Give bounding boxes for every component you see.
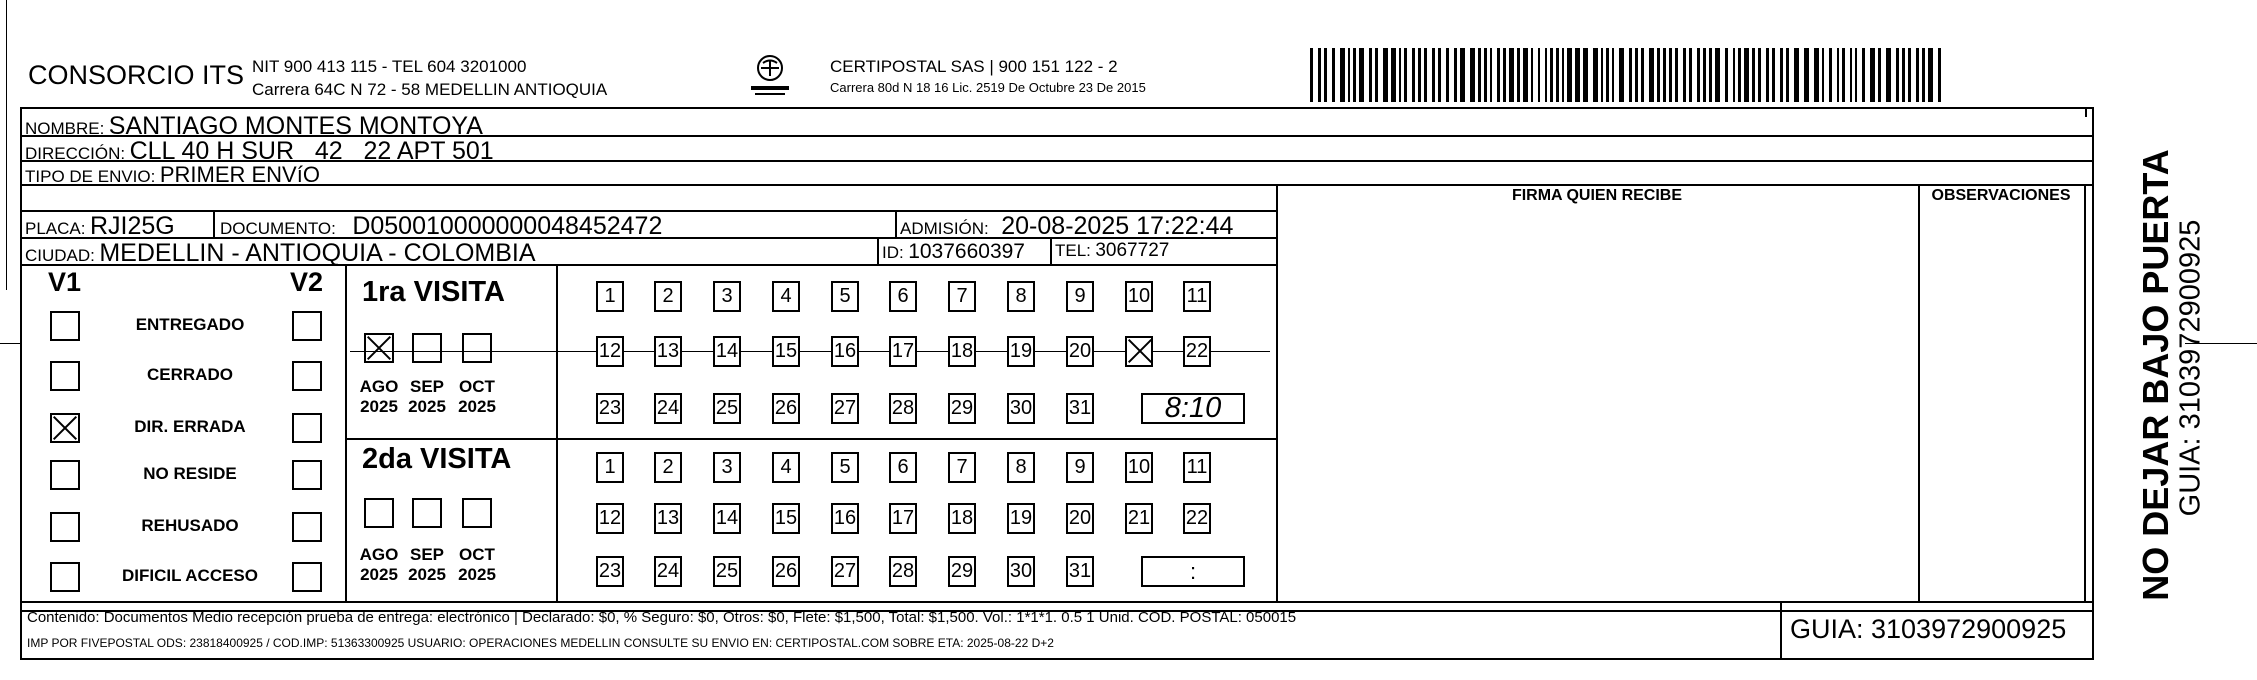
v2-checkbox[interactable]: [292, 460, 322, 490]
barcode-bar: [1886, 48, 1891, 102]
admision-field: [900, 212, 1233, 241]
first-visit-day-29[interactable]: 29: [948, 393, 976, 424]
tel-value: 3067727: [1095, 240, 1170, 261]
barcode-bar: [1703, 48, 1706, 102]
second-visit-day-11[interactable]: 11: [1183, 452, 1211, 483]
barcode-bar: [1432, 48, 1435, 102]
first-visit-day-25[interactable]: 25: [713, 393, 741, 424]
first-visit-day-17[interactable]: 17: [889, 336, 917, 367]
month-name: AGO: [359, 545, 399, 564]
barcode-bar: [1484, 48, 1487, 102]
first-visit-day-28[interactable]: 28: [889, 393, 917, 424]
tipo-row: [25, 162, 320, 188]
second-visit-day-25[interactable]: 25: [713, 556, 741, 587]
barcode-bar: [1675, 48, 1678, 102]
barcode-bar: [1752, 48, 1755, 102]
second-visit-day-4[interactable]: 4: [772, 452, 800, 483]
barcode-bar: [1606, 48, 1609, 102]
second-visit-day-3[interactable]: 3: [713, 452, 741, 483]
frame-tick: [2085, 107, 2087, 117]
admision-label: ADMISIÓN:: [900, 219, 989, 238]
imp-text: IMP POR FIVEPOSTAL ODS: 23818400925 / COD.IMP: 51363300925 USUARIO: OPERACIONES MEDELLIN CONSULTE SU ENVIO EN: CERTIPOSTAL.COM SOBRE ETA: 2025-08-22 D+2: [27, 636, 1054, 650]
nombre-label: NOMBRE:: [25, 119, 105, 138]
second-visit-day-22[interactable]: 22: [1183, 503, 1211, 534]
v1-checkbox[interactable]: [50, 562, 80, 592]
direccion-value: CLL 40 H SUR 42 22 APT 501: [129, 137, 494, 165]
barcode-bar: [1531, 48, 1533, 102]
nit-line: NIT 900 413 115 - TEL 604 3201000: [252, 57, 527, 76]
first-visit-day-16[interactable]: 16: [831, 336, 859, 367]
barcode-bar: [1850, 48, 1852, 102]
documento-value: D050010000000048452472: [352, 212, 663, 240]
first-visit-month-box[interactable]: [412, 333, 442, 363]
barcode-bar: [1310, 48, 1313, 102]
barcode-bar: [1509, 48, 1514, 102]
first-visit-day-12[interactable]: 12: [596, 336, 624, 367]
month-name: OCT: [459, 377, 495, 396]
v2-checkbox[interactable]: [292, 311, 322, 341]
barcode-bar: [1375, 48, 1378, 102]
month-year: 2025: [458, 397, 496, 416]
barcode-bar: [1391, 48, 1396, 102]
first-visit-day-11[interactable]: 11: [1183, 281, 1211, 312]
barcode-bar: [1601, 48, 1603, 102]
barcode-bar: [1733, 48, 1735, 102]
barcode-bar: [1404, 48, 1407, 102]
barcode-bar: [1635, 48, 1638, 102]
barcode-bar: [1478, 48, 1481, 102]
first-visit-title: 1ra VISITA: [362, 276, 505, 308]
second-visit-month-label: [453, 545, 501, 585]
first-visit-day-7[interactable]: 7: [948, 281, 976, 312]
barcode-bar: [1663, 48, 1666, 102]
barcode-bar: [1619, 48, 1624, 102]
carrier-line: CERTIPOSTAL SAS | 900 151 122 - 2: [830, 57, 1118, 76]
company-name: CONSORCIO ITS: [28, 60, 245, 90]
barcode-bar: [1908, 48, 1911, 102]
ciudad-value: MEDELLIN - ANTIOQUIA - COLOMBIA: [99, 239, 536, 267]
tel-field: [1055, 240, 1169, 262]
status-label: REHUSADO: [141, 516, 239, 535]
second-visit-day-18[interactable]: 18: [948, 503, 976, 534]
second-visit-day-26[interactable]: 26: [772, 556, 800, 587]
barcode-bar: [1612, 48, 1614, 102]
v2-label: V2: [290, 267, 324, 297]
barcode-bar: [1399, 48, 1401, 102]
barcode-bar: [1738, 48, 1741, 102]
v2-checkbox[interactable]: [292, 413, 322, 443]
barcode-bar: [1359, 48, 1364, 102]
v1-checkbox[interactable]: [50, 512, 80, 542]
barcode-bar: [1896, 48, 1899, 102]
barcode-bar: [1916, 48, 1919, 102]
first-visit-day-24[interactable]: 24: [654, 393, 682, 424]
barcode-bar: [1562, 48, 1564, 102]
month-year: 2025: [408, 565, 446, 584]
barcode-bar: [1593, 48, 1598, 102]
barcode-bar: [1470, 48, 1475, 102]
first-visit-day-3[interactable]: 3: [713, 281, 741, 312]
v1-label: V1: [48, 267, 82, 297]
tick-left: [0, 343, 20, 344]
barcode-bar: [1340, 48, 1345, 102]
second-visit-day-14[interactable]: 14: [713, 503, 741, 534]
barcode: [1310, 48, 1950, 102]
v1-checkbox[interactable]: [50, 361, 80, 391]
barcode-bar: [1870, 48, 1875, 102]
barcode-bar: [1709, 48, 1712, 102]
barcode-bar: [1424, 48, 1427, 102]
second-visit-day-27[interactable]: 27: [831, 556, 859, 587]
barcode-bar: [1517, 48, 1520, 102]
status-label: DIFICIL ACCESO: [121, 566, 258, 585]
second-visit-day-7[interactable]: 7: [948, 452, 976, 483]
placa-value: RJI25G: [89, 212, 175, 240]
barcode-bar: [1460, 48, 1465, 102]
status-label: NO RESIDE: [143, 464, 237, 483]
barcode-bar: [1683, 48, 1686, 102]
barcode-bar: [1641, 48, 1644, 102]
second-visit-day-20[interactable]: 20: [1066, 503, 1094, 534]
tel-label: TEL:: [1055, 241, 1091, 260]
barcode-bar: [1545, 48, 1547, 102]
barcode-bar: [1324, 48, 1327, 102]
month-year: 2025: [408, 397, 446, 416]
first-visit-day-18[interactable]: 18: [948, 336, 976, 367]
barcode-bar: [1348, 48, 1350, 102]
address-line: Carrera 64C N 72 - 58 MEDELLIN ANTIOQUIA: [252, 80, 608, 99]
first-visit-day-21[interactable]: [1125, 336, 1153, 367]
status-label: ENTREGADO: [135, 315, 245, 334]
v2-checkbox[interactable]: [292, 512, 322, 542]
v1-checkbox[interactable]: [50, 311, 80, 341]
barcode-bar: [1567, 48, 1572, 102]
v1-checkbox[interactable]: [50, 413, 80, 443]
admision-value: 20-08-2025 17:22:44: [1001, 212, 1234, 240]
second-visit-day-31[interactable]: 31: [1066, 556, 1094, 587]
second-visit-day-12[interactable]: 12: [596, 503, 624, 534]
first-visit-day-6[interactable]: 6: [889, 281, 917, 312]
nombre-value: SANTIAGO MONTES MONTOYA: [108, 112, 483, 140]
ciudad-label: CIUDAD:: [25, 246, 95, 265]
month-year: 2025: [458, 565, 496, 584]
first-visit-month-label: [453, 377, 501, 417]
barcode-bar: [1446, 48, 1449, 102]
barcode-bar: [1550, 48, 1553, 102]
barcode-bar: [1657, 48, 1660, 102]
barcode-bar: [1804, 48, 1809, 102]
id-value: 1037660397: [908, 240, 1025, 263]
barcode-bar: [1649, 48, 1654, 102]
carrier-address: Carrera 80d N 18 16 Lic. 2519 De Octubre 23 De 2015: [830, 80, 1146, 95]
barcode-bar: [1412, 48, 1415, 102]
first-visit-day-27[interactable]: 27: [831, 393, 859, 424]
first-visit-day-4[interactable]: 4: [772, 281, 800, 312]
status-label: DIR. ERRADA: [134, 417, 246, 436]
barcode-bar: [1837, 48, 1839, 102]
first-visit-day-15[interactable]: 15: [772, 336, 800, 367]
barcode-bar: [1780, 48, 1783, 102]
first-visit-day-9[interactable]: 9: [1066, 281, 1094, 312]
barcode-bar: [1669, 48, 1672, 102]
second-visit-day-8[interactable]: 8: [1007, 452, 1035, 483]
second-visit-day-6[interactable]: 6: [889, 452, 917, 483]
second-visit-day-5[interactable]: 5: [831, 452, 859, 483]
barcode-bar: [1725, 48, 1728, 102]
first-visit-month-box[interactable]: [462, 333, 492, 363]
second-visit-month-label: [355, 545, 403, 585]
barcode-bar: [1454, 48, 1457, 102]
barcode-bar: [1369, 48, 1372, 102]
barcode-bar: [1318, 48, 1321, 102]
first-visit-month-label: [355, 377, 403, 417]
first-visit-day-10[interactable]: 10: [1125, 281, 1153, 312]
second-visit-day-17[interactable]: 17: [889, 503, 917, 534]
first-visit-day-20[interactable]: 20: [1066, 336, 1094, 367]
second-visit-day-13[interactable]: 13: [654, 503, 682, 534]
barcode-bar: [1629, 48, 1632, 102]
second-visit-month-box[interactable]: [462, 498, 492, 528]
v2-checkbox[interactable]: [292, 361, 322, 391]
first-visit-day-23[interactable]: 23: [596, 393, 624, 424]
barcode-bar: [1758, 48, 1761, 102]
documento-label: DOCUMENTO:: [220, 219, 336, 238]
barcode-bar: [1744, 48, 1749, 102]
documento-field: [220, 212, 662, 241]
tipo-value: PRIMER ENVíO: [159, 162, 320, 187]
first-visit-day-26[interactable]: 26: [772, 393, 800, 424]
second-visit-day-29[interactable]: 29: [948, 556, 976, 587]
month-name: OCT: [459, 545, 495, 564]
barcode-bar: [1523, 48, 1528, 102]
ciudad-field: [25, 239, 536, 268]
barcode-bar: [1822, 48, 1824, 102]
month-name: SEP: [409, 545, 445, 564]
barcode-bar: [1786, 48, 1789, 102]
barcode-bar: [1353, 48, 1356, 102]
firma-header: FIRMA QUIEN RECIBE: [1511, 187, 1683, 204]
barcode-bar: [1332, 48, 1335, 102]
barcode-bar: [1490, 48, 1492, 102]
barcode-bar: [1418, 48, 1421, 102]
second-visit-day-15[interactable]: 15: [772, 503, 800, 534]
side-guia: GUIA: 3103972900925: [2174, 219, 2207, 517]
contenido-text: Contenido: Documentos Medio recepción prueba de entrega: electrónico | Declarado: $0, % Seguro: $0, Otros: $0, Flete: $1,500, Total: $1,500. Vol.: 1*1*1. 0.5 1 Unid. COD. POSTAL: 050015: [27, 609, 1297, 626]
second-visit-month-box[interactable]: [364, 498, 394, 528]
first-visit-time-box[interactable]: 8:10: [1141, 393, 1245, 424]
barcode-bar: [1814, 48, 1819, 102]
direccion-label: DIRECCIÓN:: [25, 144, 126, 163]
second-visit-day-21[interactable]: 21: [1125, 503, 1153, 534]
month-name: AGO: [359, 377, 399, 396]
id-field: [882, 240, 1025, 264]
second-visit-day-1[interactable]: 1: [596, 452, 624, 483]
barcode-bar: [1766, 48, 1769, 102]
first-visit-day-13[interactable]: 13: [654, 336, 682, 367]
barcode-bar: [1862, 48, 1865, 102]
form-frame: [20, 107, 2094, 612]
second-visit-day-28[interactable]: 28: [889, 556, 917, 587]
first-visit-day-5[interactable]: 5: [831, 281, 859, 312]
barcode-bar: [1689, 48, 1692, 102]
barcode-bar: [1383, 48, 1388, 102]
barcode-bar: [1438, 48, 1441, 102]
second-visit-month-box[interactable]: [412, 498, 442, 528]
first-visit-day-1[interactable]: 1: [596, 281, 624, 312]
barcode-bar: [1556, 48, 1559, 102]
v1-checkbox[interactable]: [50, 460, 80, 490]
first-visit-day-19[interactable]: 19: [1007, 336, 1035, 367]
second-visit-time-box[interactable]: :: [1141, 556, 1245, 587]
second-visit-day-24[interactable]: 24: [654, 556, 682, 587]
barcode-bar: [1583, 48, 1588, 102]
footer-guia: GUIA: 3103972900925: [1790, 614, 2067, 644]
no-dejar-warning: NO DEJAR BAJO PUERTA: [2135, 149, 2176, 601]
second-visit-month-label: [403, 545, 451, 585]
second-visit-day-30[interactable]: 30: [1007, 556, 1035, 587]
first-visit-month-box[interactable]: [364, 333, 394, 363]
first-visit-day-22[interactable]: 22: [1183, 336, 1211, 367]
barcode-bar: [1503, 48, 1506, 102]
barcode-bar: [1575, 48, 1580, 102]
barcode-bar: [1902, 48, 1905, 102]
status-label: CERRADO: [147, 365, 233, 384]
barcode-bar: [1922, 48, 1925, 102]
barcode-bar: [1497, 48, 1500, 102]
second-visit-day-19[interactable]: 19: [1007, 503, 1035, 534]
barcode-bar: [1829, 48, 1832, 102]
second-visit-day-23[interactable]: 23: [596, 556, 624, 587]
first-visit-day-31[interactable]: 31: [1066, 393, 1094, 424]
second-visit-day-16[interactable]: 16: [831, 503, 859, 534]
barcode-bar: [1878, 48, 1881, 102]
first-visit-day-14[interactable]: 14: [713, 336, 741, 367]
second-visit-day-9[interactable]: 9: [1066, 452, 1094, 483]
placa-label: PLACA:: [25, 219, 86, 238]
barcode-bar: [1842, 48, 1845, 102]
barcode-bar: [1938, 48, 1941, 102]
barcode-bar: [1697, 48, 1700, 102]
id-label: ID:: [882, 243, 904, 262]
second-visit-day-2[interactable]: 2: [654, 452, 682, 483]
barcode-bar: [1772, 48, 1775, 102]
barcode-bar: [1928, 48, 1933, 102]
barcode-bar: [1538, 48, 1540, 102]
month-year: 2025: [360, 565, 398, 584]
v2-checkbox[interactable]: [292, 562, 322, 592]
second-visit-day-10[interactable]: 10: [1125, 452, 1153, 483]
barcode-bar: [1794, 48, 1799, 102]
month-name: SEP: [409, 377, 445, 396]
first-visit-month-label: [403, 377, 451, 417]
margin-line: [6, 0, 7, 290]
first-visit-day-30[interactable]: 30: [1007, 393, 1035, 424]
first-visit-day-8[interactable]: 8: [1007, 281, 1035, 312]
certipostal-logo: [745, 52, 795, 98]
placa-field: [25, 212, 175, 241]
second-visit-title: 2da VISITA: [362, 443, 512, 475]
month-year: 2025: [360, 397, 398, 416]
barcode-bar: [1855, 48, 1857, 102]
first-visit-day-2[interactable]: 2: [654, 281, 682, 312]
tipo-label: TIPO DE ENVIO:: [25, 167, 156, 186]
barcode-bar: [1715, 48, 1720, 102]
observaciones-header: OBSERVACIONES: [1931, 187, 2071, 204]
